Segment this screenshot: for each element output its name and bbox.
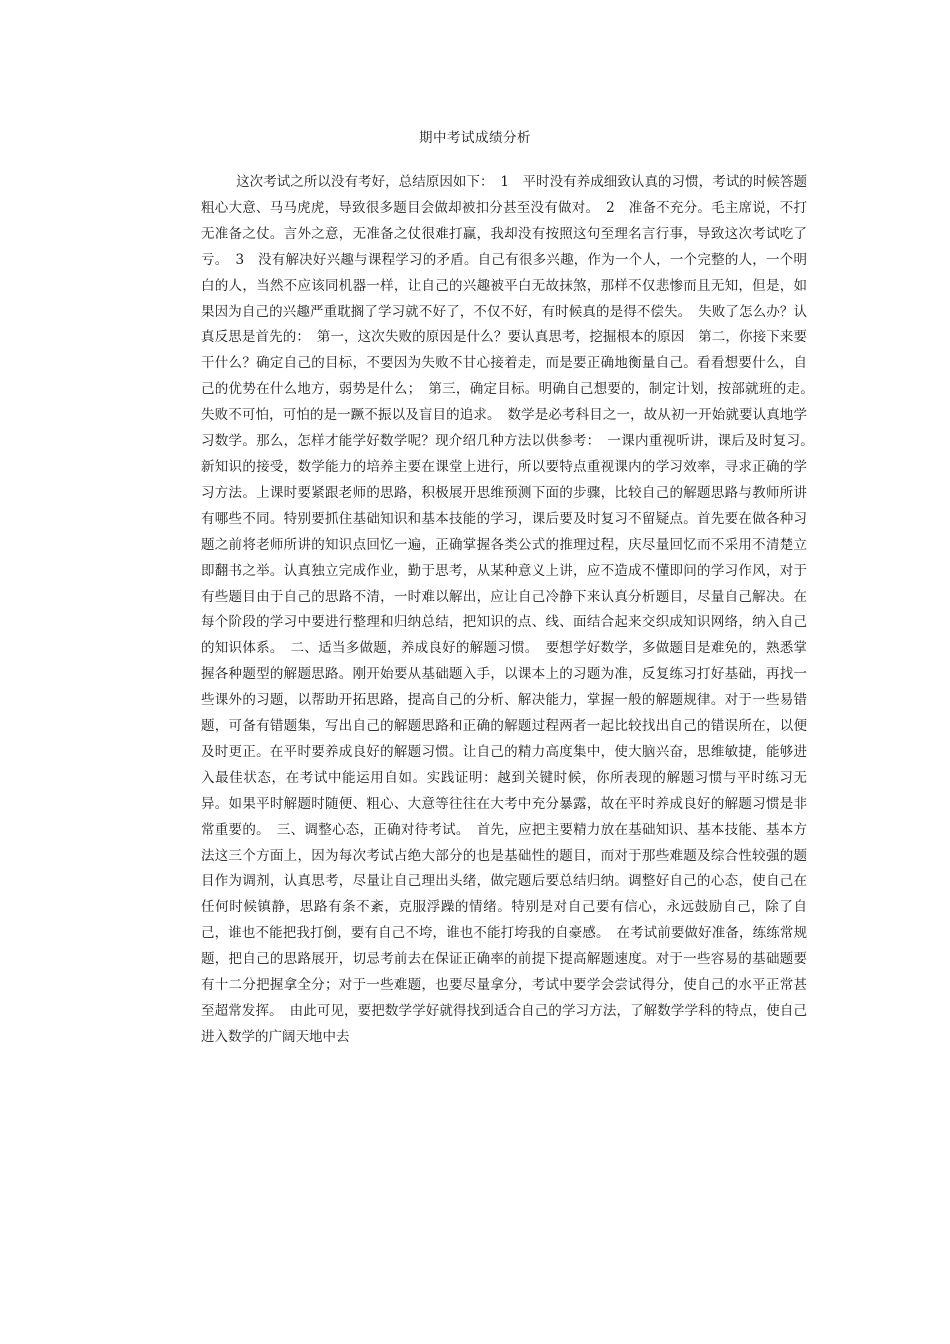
document-title: 期中考试成绩分析: [419, 130, 531, 146]
document-body: 这次考试之所以没有考好，总结原因如下： 1 平时没有养成细致认真的习惯，考试的时候答题粗心大意、马马虎虎，导致很多题目会做却被扣分甚至没有做对。 2 准备不充分。毛主席说，不打无准备之仗。言外之意，无准备之仗很难打赢，我却没有按照这句至理名言行事，导致这次考试吃了亏。 3 没有解决好兴趣与课程学习的矛盾。自己有很多兴趣，作为一个人，一个完整的人，一个明白的人，当然不应该同机器一样，让自己的兴趣被平白无故抹煞，那样不仅悲惨而且无知，但是，如果因为自己的兴趣严重耽搁了学习就不好了，不仅不好，有时候真的是得不偿失。 失败了怎么办？认真反思是首先的： 第一，这次失败的原因是什么？要认真思考，挖掘根本的原因 第二，你接下来要干什么？确定自己的目标，不要因为失败不甘心接着走，而是要正确地衡量自己。看看想要什么，自己的优势在什么地方，弱势是什么； 第三，确定目标。明确自己想要的，制定计划，按部就班的走。 失败不可怕，可怕的是一蹶不振以及盲目的追求。 数学是必考科目之一，故从初一开始就要认真地学习数学。那么，怎样才能学好数学呢？现介绍几种方法以供参考： 一课内重视听讲，课后及时复习。 新知识的接受，数学能力的培养主要在课堂上进行，所以要特点重视课内的学习效率，寻求正确的学习方法。上课时要紧跟老师的思路，积极展开思维预测下面的步骤，比较自己的解题思路与教师所讲有哪些不同。特别要抓住基础知识和基本技能的学习，课后要及时复习不留疑点。首先要在做各种习题之前将老师所讲的知识点回忆一遍，正确掌握各类公式的推理过程，庆尽量回忆而不采用不清楚立即翻书之举。认真独立完成作业，勤于思考，从某种意义上讲，应不造成不懂即问的学习作风，对于有些题目由于自己的思路不清，一时难以解出，应让自己冷静下来认真分析题目，尽量自己解决。在每个阶段的学习中要进行整理和归纳总结，把知识的点、线、面结合起来交织成知识网络，纳入自己的知识体系。 二、适当多做题，养成良好的解题习惯。 要想学好数学，多做题目是难免的，熟悉掌握各种题型的解题思路。刚开始要从基础题入手，以课本上的习题为准，反复练习打好基础，再找一些课外的习题，以帮助开拓思路，提高自己的分析、解决能力，掌握一般的解题规律。对于一些易错题，可备有错题集，写出自己的解题思路和正确的解题过程两者一起比较找出自己的错误所在，以便及时更正。在平时要养成良好的解题习惯。让自己的精力高度集中，使大脑兴奋，思维敏捷，能够进入最佳状态，在考试中能运用自如。实践证明：越到关键时候，你所表现的解题习惯与平时练习无异。如果平时解题时随便、粗心、大意等往往在大考中充分暴露，故在平时养成良好的解题习惯是非常重要的。 三、调整心态，正确对待考试。 首先，应把主要精力放在基础知识、基本技能、基本方法这三个方面上，因为每次考试占绝大部分的也是基础性的题目，而对于那些难题及综合性较强的题目作为调剂，认真思考，尽量让自己理出头绪，做完题后要总结归纳。调整好自己的心态，使自己在任何时候镇静，思路有条不紊，克服浮躁的情绪。特别是对自己要有信心，永远鼓励自己，除了自己，谁也不能把我打倒，要有自己不垮，谁也不能打垮我的自豪感。 在考试前要做好准备，练练常规题，把自己的思路展开，切忌考前去在保证正确率的前提下提高解题速度。对于一些容易的基础题要有十二分把握拿全分；对于一些难题，也要尽量拿分，考试中要学会尝试得分，使自己的水平正常甚至超常发挥。 由此可见，要把数学学好就得找到适合自己的学习方法，了解数学学科的特点，使自己进入数学的广阔天地中去: [201, 174, 821, 1045]
